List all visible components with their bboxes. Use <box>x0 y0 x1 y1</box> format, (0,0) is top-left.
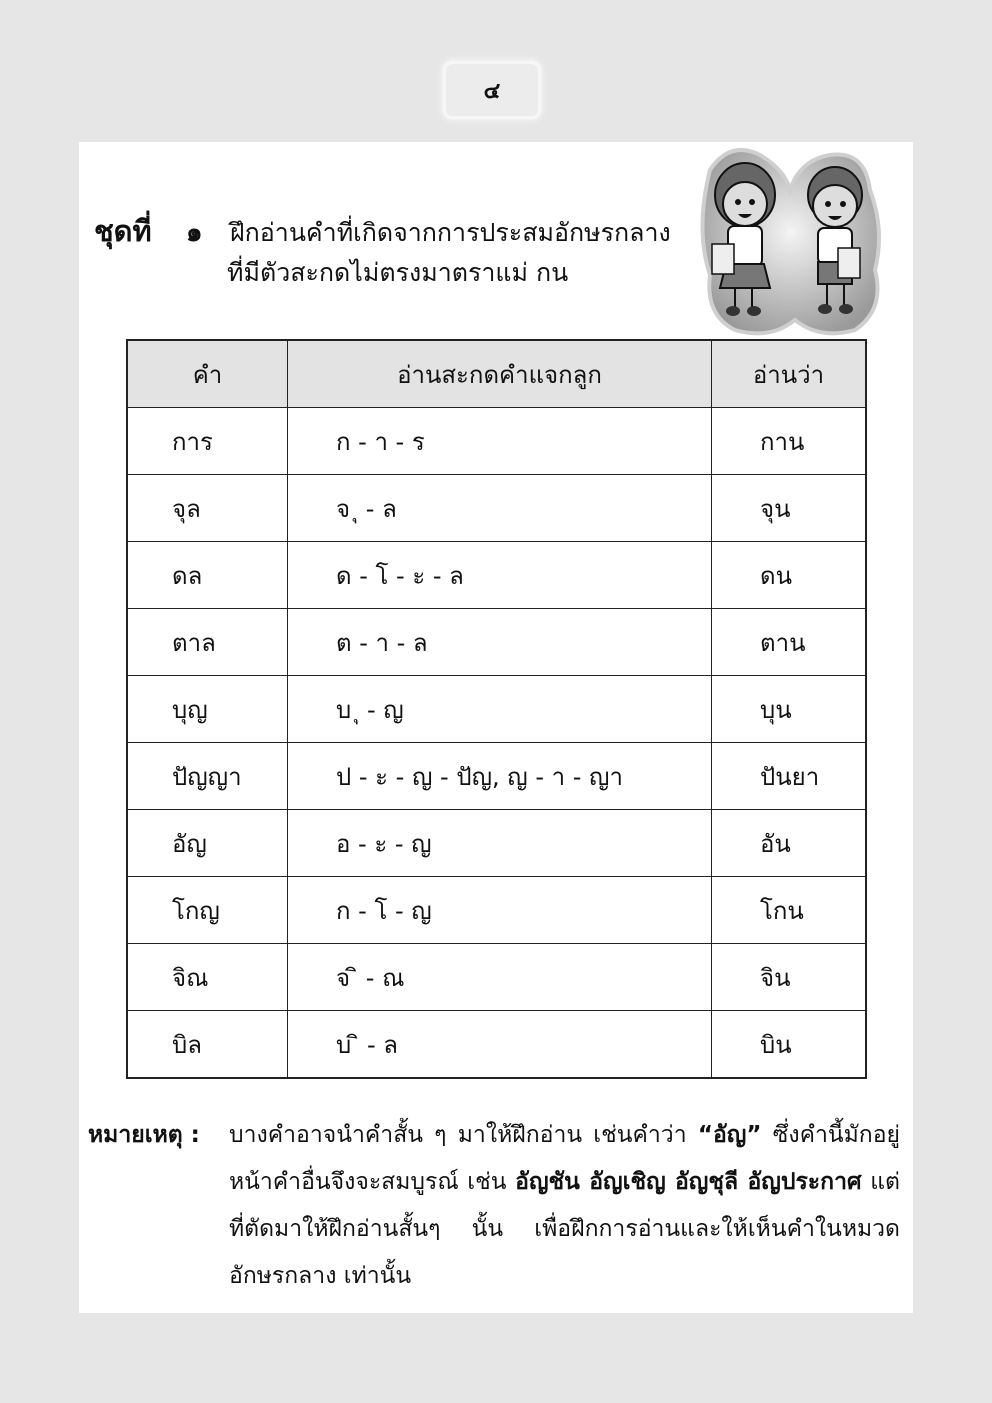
note-body <box>229 1112 900 1300</box>
note-text-3: แต่ที่ตัดมาให้ฝึกอ่านสั้นๆ นั้น เพื่อฝึกการอ่านและให้เห็นคำในหมวดอักษรกลาง เท่านั้น <box>229 1169 900 1289</box>
cell-spelling: อ - ะ - ญ <box>288 810 712 877</box>
header-reading: อ่านว่า <box>712 340 867 408</box>
spelling-table <box>126 339 867 1079</box>
set-label: ชุดที่ <box>94 214 152 248</box>
cell-spelling: บ ิ - ล <box>288 1011 712 1079</box>
set-number: ๑ <box>186 218 203 248</box>
header-word: คำ <box>127 340 288 408</box>
cell-word: ดล <box>127 542 288 609</box>
table-row <box>127 944 866 1011</box>
cell-spelling: บ ุ - ญ <box>288 676 712 743</box>
table-row <box>127 810 866 877</box>
page-number-tab <box>446 64 538 116</box>
header-spelling: อ่านสะกดคำแจกลูก <box>288 340 712 408</box>
table-row <box>127 1011 866 1079</box>
note-text-1: บางคำอาจนำคำสั้น ๆ มาให้ฝึกอ่าน เช่นคำว่า <box>229 1122 698 1148</box>
cell-word: อัญ <box>127 810 288 877</box>
table-row <box>127 408 866 475</box>
cell-word: การ <box>127 408 288 475</box>
table-row <box>127 542 866 609</box>
cell-spelling: ต - า - ล <box>288 609 712 676</box>
cell-spelling: ด - โ - ะ - ล <box>288 542 712 609</box>
cell-spelling: ก - า - ร <box>288 408 712 475</box>
cell-spelling: จ ิ - ณ <box>288 944 712 1011</box>
cell-reading: ปันยา <box>712 743 867 810</box>
note-bold-examples: อัญชัน อัญเชิญ อัญชุลี อัญประกาศ <box>515 1169 862 1195</box>
cell-spelling: ป - ะ - ญ - ปัญ, ญ - า - ญา <box>288 743 712 810</box>
note-section <box>88 1112 900 1300</box>
cell-word: ตาล <box>127 609 288 676</box>
table-row <box>127 609 866 676</box>
cell-word: จุล <box>127 475 288 542</box>
cell-reading: บิน <box>712 1011 867 1079</box>
note-example-word: “อัญ” <box>697 1122 762 1148</box>
table-row <box>127 877 866 944</box>
table-row <box>127 676 866 743</box>
cell-reading: ดน <box>712 542 867 609</box>
cell-word: โกญ <box>127 877 288 944</box>
cell-word: บิล <box>127 1011 288 1079</box>
exercise-heading <box>94 206 671 287</box>
two-children-illustration-icon <box>690 140 890 340</box>
title-line-1: ฝึกอ่านคำที่เกิดจากการประสมอักษรกลาง <box>230 218 671 247</box>
title-line-2: ที่มีตัวสะกดไม่ตรงมาตราแม่ กน <box>227 258 569 287</box>
cell-spelling: จ ุ - ล <box>288 475 712 542</box>
page-number: ๔ <box>483 78 501 104</box>
cell-reading: กาน <box>712 408 867 475</box>
cell-word: บุญ <box>127 676 288 743</box>
cell-reading: อัน <box>712 810 867 877</box>
cell-spelling: ก - โ - ญ <box>288 877 712 944</box>
table-row <box>127 743 866 810</box>
cell-reading: บุน <box>712 676 867 743</box>
cell-reading: โกน <box>712 877 867 944</box>
note-label: หมายเหตุ : <box>88 1122 200 1148</box>
table-row <box>127 475 866 542</box>
table-header-row <box>127 340 866 408</box>
cell-reading: ตาน <box>712 609 867 676</box>
cell-reading: จิน <box>712 944 867 1011</box>
note-text-2: ซึ่งคำนี้มักอยู่หน้าคำอื่นจึงจะสมบูรณ์ เช่น <box>229 1122 900 1195</box>
cell-word: จิณ <box>127 944 288 1011</box>
cell-word: ปัญญา <box>127 743 288 810</box>
cell-reading: จุน <box>712 475 867 542</box>
